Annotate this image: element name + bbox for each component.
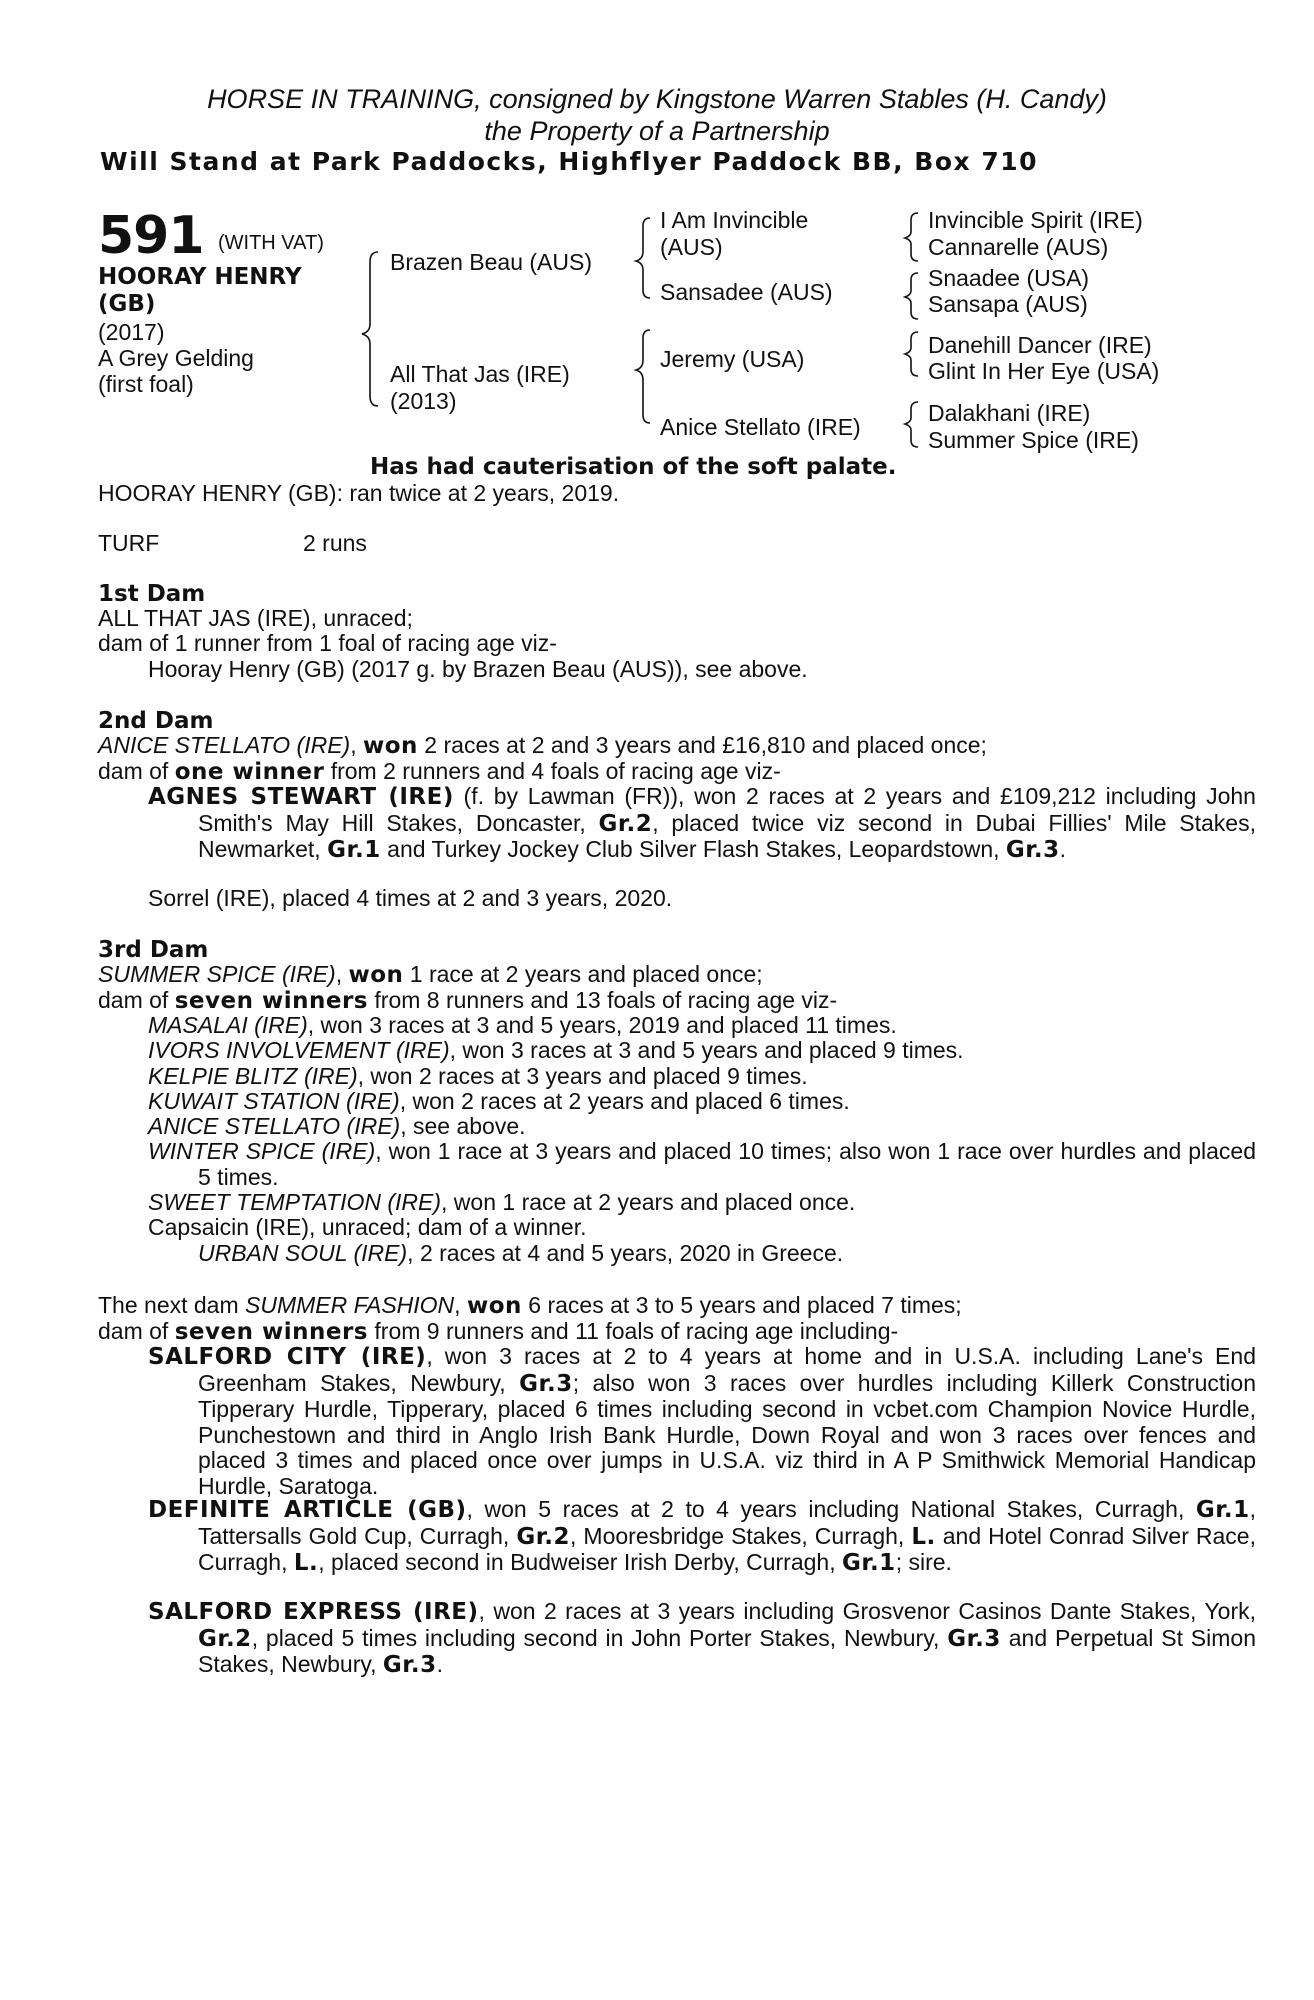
winners-count: one winner [174,759,325,785]
entry-text: , won 3 races at 2 to 4 years at home and in U.S.A. including Lane's End Greenham Stakes, Newbury, [198,1343,1256,1396]
ivors-involvement-entry [148,1038,964,1064]
kuwait-station-entry [148,1089,850,1115]
dam-year: (2013) [390,388,457,414]
listed-label: L. [293,1550,319,1576]
won-label: won [348,962,404,988]
property-line: the Property of a Partnership [484,116,830,146]
dam-name: ANICE STELLATO (IRE) [98,732,351,758]
kelpie-blitz-entry [148,1064,808,1090]
produce-text: from 9 runners and 11 foals of racing age including- [368,1318,899,1344]
lot-number: 591 [98,206,204,266]
sire-dam: Sansadee (AUS) [660,279,833,305]
entry-text: , won 3 races at 3 and 5 years, 2019 and placed 11 times. [307,1012,897,1038]
separator: , [350,732,363,758]
entry-text: (f. by Lawman (FR)), won 2 races at 2 years and £109,212 including John Smith's May Hill Stakes, Doncaster, [198,783,1256,836]
sire-sire-sire: Invincible Spirit (IRE) [928,207,1143,233]
anice-stellato-entry [148,1114,526,1140]
third-dam-produce [98,988,837,1015]
stand-location: Will Stand at Park Paddocks, Highflyer Paddock BB, Box 710 [100,147,1039,176]
offspring-name: SALFORD EXPRESS (IRE) [148,1599,479,1625]
grade-label: Gr.1 [1195,1497,1250,1523]
record-text: 1 race at 2 years and placed once; [403,961,763,987]
veterinary-notice: Has had cauterisation of the soft palate. [370,454,897,480]
dam-sire: Jeremy (USA) [660,346,805,372]
third-dam-heading: 3rd Dam [98,937,209,963]
foal-note: (first foal) [98,371,194,397]
brace-ds [905,332,918,376]
agnes-stewart-entry [148,784,1256,864]
sire-sire: I Am Invincible [660,207,809,233]
offspring-name: SWEET TEMPTATION (IRE) [148,1189,442,1215]
second-dam-record [98,733,987,760]
vat-status: (WITH VAT) [218,232,324,254]
offspring-name: URBAN SOUL (IRE) [198,1240,408,1266]
runs-count: 2 runs [303,530,367,556]
entry-text: and Hotel Conrad Silver Race, Curragh, [198,1522,1256,1575]
entry-text: ; also won 3 races over hurdles including Killerk Construction Tipperary Hurdle, Tipperary, placed 6 times including second in vcbet.com Champion Novice Hurdle, Punchestown and third in Anglo Irish Bank Hurdle, Down Royal and won 3 races over fences and placed 3 times and placed once over jumps in U.S.A. viz third in A P Smithwick Memorial Handicap Hurdle, Saratoga. [198,1369,1256,1499]
entry-text: , won 1 race at 3 years and placed 10 times; also won 1 race over hurdles and placed 5 times. [198,1138,1256,1190]
entry-text: and Perpetual St Simon Stakes, Newbury, [198,1624,1256,1677]
dam-dam-sire: Dalakhani (IRE) [928,400,1091,426]
consignment-title: HORSE IN TRAINING, consigned by Kingstone Warren Stables (H. Candy) [207,84,1107,114]
entry-text: and Turkey Jockey Club Silver Flash Stakes, Leopardstown, [380,836,1006,862]
second-dam-heading: 2nd Dam [98,708,214,734]
next-dam-produce [98,1319,898,1346]
definite-article-entry [148,1497,1256,1577]
horse-name: HOORAY HENRY [98,264,302,290]
offspring-name: AGNES STEWART (IRE) [148,784,454,810]
entry-text: ; sire. [895,1549,952,1575]
grade-label: Gr.2 [598,810,653,837]
urban-soul-entry [198,1241,843,1267]
dam-dam: Anice Stellato (IRE) [660,414,861,440]
brace-dd [905,402,918,447]
brace-ss [905,213,918,261]
sire-dam-dam: Sansapa (AUS) [928,291,1088,317]
dam: All That Jas (IRE) [390,361,570,387]
grade-label: Gr.2 [198,1625,252,1652]
third-dam-record [98,962,763,989]
produce-text: dam of [98,987,175,1013]
produce-text: dam of [98,1318,175,1344]
offspring-name: IVORS INVOLVEMENT (IRE) [148,1037,450,1063]
dam-sire-dam: Glint In Her Eye (USA) [928,358,1160,384]
second-dam-produce [98,759,781,786]
grade-label: Gr.3 [382,1652,437,1678]
brace-sd [905,273,918,319]
offspring-name: DEFINITE ARTICLE (GB) [148,1497,467,1523]
won-label: won [466,1293,522,1319]
produce-text: dam of [98,758,175,784]
produce-text: from 8 runners and 13 foals of racing age viz- [368,987,838,1013]
entry-text: , won 2 races at 3 years including Grosvenor Casinos Dante Stakes, York, [478,1598,1256,1624]
first-dam-name: ALL THAT JAS (IRE), unraced; [98,605,413,631]
main-brace [362,252,378,406]
entry-text: . [436,1651,443,1677]
sire-sire-dam: Cannarelle (AUS) [928,234,1109,260]
capsaicin-entry: Capsaicin (IRE), unraced; dam of a winner. [148,1214,587,1240]
entry-text: , placed 5 times including second in John Porter Stakes, Newbury, [251,1624,948,1651]
entry-text: , won 2 races at 2 years and placed 6 times. [399,1088,850,1114]
separator: , [454,1292,467,1318]
offspring-name: KUWAIT STATION (IRE) [148,1088,400,1114]
sire-brace [636,218,650,298]
won-label: won [362,733,418,759]
sweet-temptation-entry [148,1190,855,1216]
dam-name: SUMMER SPICE (IRE) [98,961,336,987]
record-text: 6 races at 3 to 5 years and placed 7 times; [521,1292,962,1318]
entry-text: , won 3 races at 3 and 5 years and placed 9 times. [449,1037,964,1063]
sorrel-entry: Sorrel (IRE), placed 4 times at 2 and 3 years, 2020. [148,885,673,911]
dam-brace [636,330,650,423]
salford-express-entry [148,1599,1256,1679]
first-dam-offspring: Hooray Henry (GB) (2017 g. by Brazen Beau (AUS)), see above. [148,656,808,682]
surface-label: TURF [98,530,160,556]
race-summary: HOORAY HENRY (GB): ran twice at 2 years, 2019. [98,480,620,506]
horse-country: (GB) [98,291,156,317]
horse-year: (2017) [98,319,165,345]
masalai-entry [148,1013,897,1039]
winners-count: seven winners [174,1319,368,1345]
dam-dam-dam: Summer Spice (IRE) [928,427,1139,453]
winners-count: seven winners [174,988,368,1014]
entry-text: , Mooresbridge Stakes, Curragh, [570,1522,912,1549]
record-text: 2 races at 2 and 3 years and £16,810 and placed once; [417,732,987,758]
separator: , [335,961,349,987]
first-dam-produce: dam of 1 runner from 1 foal of racing age viz- [98,630,557,656]
listed-label: L. [911,1523,936,1550]
dam-sire-sire: Danehill Dancer (IRE) [928,332,1152,358]
pedigree-braces [0,0,1314,470]
offspring-name: ANICE STELLATO (IRE) [148,1113,401,1139]
grade-label: Gr.1 [327,837,381,863]
offspring-name: MASALAI (IRE) [148,1012,308,1038]
entry-text: , won 2 races at 3 years and placed 9 times. [357,1063,808,1089]
offspring-name: WINTER SPICE (IRE) [148,1138,376,1164]
entry-text: , won 5 races at 2 to 4 years including National Stakes, Curragh, [466,1496,1196,1522]
offspring-name: KELPIE BLITZ (IRE) [148,1063,358,1089]
next-dam-record [98,1293,962,1320]
dam-name: SUMMER FASHION [245,1292,455,1318]
entry-text: , Tattersalls Gold Cup, Curragh, [198,1496,1256,1549]
grade-label: Gr.1 [842,1550,896,1576]
entry-text: , placed twice viz second in Dubai Fillies' Mile Stakes, Newmarket, [198,809,1256,862]
grade-label: Gr.2 [516,1523,570,1550]
entry-text: , placed second in Budweiser Irish Derby, Curragh, [318,1549,842,1575]
horse-description: A Grey Gelding [98,345,254,371]
sire: Brazen Beau (AUS) [390,249,592,275]
first-dam-heading: 1st Dam [98,581,206,607]
produce-text: from 2 runners and 4 foals of racing age viz- [324,758,781,784]
grade-label: Gr.3 [519,1370,573,1397]
winter-spice-entry [148,1139,1256,1190]
grade-label: Gr.3 [947,1625,1001,1652]
entry-text: , see above. [400,1113,526,1139]
offspring-name: SALFORD CITY (IRE) [148,1344,427,1370]
record-text: The next dam [98,1292,246,1318]
entry-text: , won 1 race at 2 years and placed once. [441,1189,856,1215]
grade-label: Gr.3 [1005,837,1060,863]
sire-sire-country: (AUS) [660,234,723,260]
sire-dam-sire: Snaadee (USA) [928,265,1090,291]
salford-city-entry [148,1344,1256,1499]
entry-text: , 2 races at 4 and 5 years, 2020 in Greece. [407,1240,844,1266]
entry-text: . [1059,836,1066,862]
